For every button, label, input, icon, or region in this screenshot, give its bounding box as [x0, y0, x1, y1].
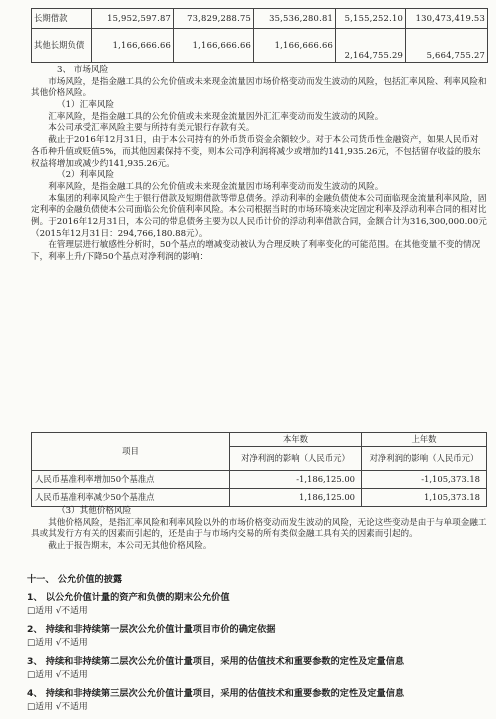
fair-value-item-title: 1、 以公允价值计量的资产和负债的期末公允价值 — [27, 592, 230, 603]
paragraph: 利率风险，是指金融工具的公允价值或未来现金流量因市场利率变动而发生波动的风险。 — [48, 181, 384, 192]
cell-value: 130,473,419.53 — [406, 9, 488, 29]
paragraph: 截止于2016年12月31日，由于本公司持有的外币货币资金余额较少。对于本公司货币性金融资产，如果人民币对各币种升值或贬值5%，而其他因素保持不变，则本公司净利润将减少或增加约141,935.26元，不包括留存收益的股东权益将增加或减少约141,935.26元。 — [31, 135, 481, 169]
cell-value: 2,164,755.29 — [336, 29, 406, 63]
column-header-previous: 上年数 — [362, 433, 487, 447]
cell-value: 1,166,666.66 — [254, 29, 336, 63]
applicability-option: □适用 √不适用 — [27, 670, 88, 680]
column-subheader-previous: 对净利润的影响（人民币元） — [362, 447, 487, 471]
sensitivity-table — [31, 432, 487, 507]
table-header-row — [32, 433, 487, 447]
cell-value: 1,166,666.66 — [92, 29, 174, 63]
row-label: 其他长期负债 — [32, 29, 92, 63]
section-heading: 3、 市场风险 — [57, 65, 109, 75]
fair-value-heading: 十一、 公允价值的披露 — [27, 574, 123, 585]
row-label: 人民币基准利率增加50个基准点 — [32, 471, 230, 489]
paragraph: 本公司承受汇率风险主要与所持有美元银行存款有关。 — [48, 123, 255, 134]
cell-value: 73,829,288.75 — [174, 9, 254, 29]
paragraph: 其他价格风险，是指汇率风险和利率风险以外的市场价格变动而发生波动的风险，无论这些变动是由于与单项金融工具或其发行方有关的因素而引起的，还是由于与市场内交易的所有类似金融工具有关的因素而引起的。 — [31, 517, 487, 540]
table-row — [32, 29, 488, 63]
table-row — [32, 489, 487, 507]
subsection-heading: （3）其他价格风险 — [57, 506, 132, 516]
cell-value: -1,105,373.18 — [362, 471, 487, 489]
subsection-heading: （1）汇率风险 — [57, 100, 115, 111]
paragraph: 汇率风险，是指金融工具的公允价值或未来现金流量因外汇汇率变动而发生波动的风险。 — [48, 111, 384, 122]
applicability-option: □适用 √不适用 — [27, 702, 88, 712]
cell-value: 1,166,666.66 — [174, 29, 254, 63]
row-label: 长期借款 — [32, 9, 92, 29]
cell-value: 1,105,373.18 — [362, 489, 487, 507]
paragraph: 市场风险，是指金融工具的公允价值或未来现金流量因市场价格变动而发生波动的风险，包括汇率风险、利率风险和其他价格风险。 — [31, 76, 487, 99]
table-row — [32, 9, 488, 29]
cell-value: 5,664,755.27 — [406, 29, 488, 63]
cell-value: -1,186,125.00 — [230, 471, 362, 489]
subsection-heading: （2）利率风险 — [57, 170, 115, 181]
table-row — [32, 471, 487, 489]
paragraph: 截止于报告期末，本公司无其他价格风险。 — [48, 541, 212, 552]
other-price-risk-section — [31, 506, 487, 553]
applicability-option: □适用 √不适用 — [27, 606, 88, 616]
fair-value-item-title: 4、 持续和非持续第三层次公允价值计量项目，采用的估值技术和重要参数的定性及定量信息 — [27, 688, 405, 699]
fair-value-item-title: 3、 持续和非持续第二层次公允价值计量项目，采用的估值技术和重要参数的定性及定量信息 — [27, 656, 405, 667]
paragraph: 在管理层进行敏感性分析时，50个基点的增减变动被认为合理反映了利率变化的可能范围。在其他变量不变的情况下，利率上升/下降50个基点对净利润的影响： — [31, 240, 481, 262]
column-header-item: 项目 — [32, 433, 230, 471]
cell-value: 15,952,597.87 — [92, 9, 174, 29]
cell-value: 1,186,125.00 — [230, 489, 362, 507]
column-header-current: 本年数 — [230, 433, 362, 447]
cell-value: 35,536,280.81 — [254, 9, 336, 29]
market-risk-section — [31, 65, 487, 264]
cell-value: 5,155,252.10 — [336, 9, 406, 29]
column-subheader-current: 对净利润的影响（人民币元） — [230, 447, 362, 471]
fair-value-item-title: 2、 持续和非持续第一层次公允价值计量项目市价的确定依据 — [27, 624, 276, 635]
row-label: 人民币基准利率减少50个基准点 — [32, 489, 230, 507]
applicability-option: □适用 √不适用 — [27, 638, 88, 648]
liquidity-table — [31, 8, 488, 63]
paragraph: 本集团的利率风险产生于银行借款及短期借款等带息债务。浮动利率的金融负债使本公司面临现金流量利率风险，固定利率的金融负债使本公司面临公允价值利率风险。本公司根据当时的市场环境来决定固定利率及浮动利率合同的相对比例。于2016年12月31日，本公司的带息债务主要为以人民币计价的浮动利率借款合同，金额合计为316,300,000.00元（2015年12月31日：294,766,180.88元）。 — [31, 193, 487, 239]
